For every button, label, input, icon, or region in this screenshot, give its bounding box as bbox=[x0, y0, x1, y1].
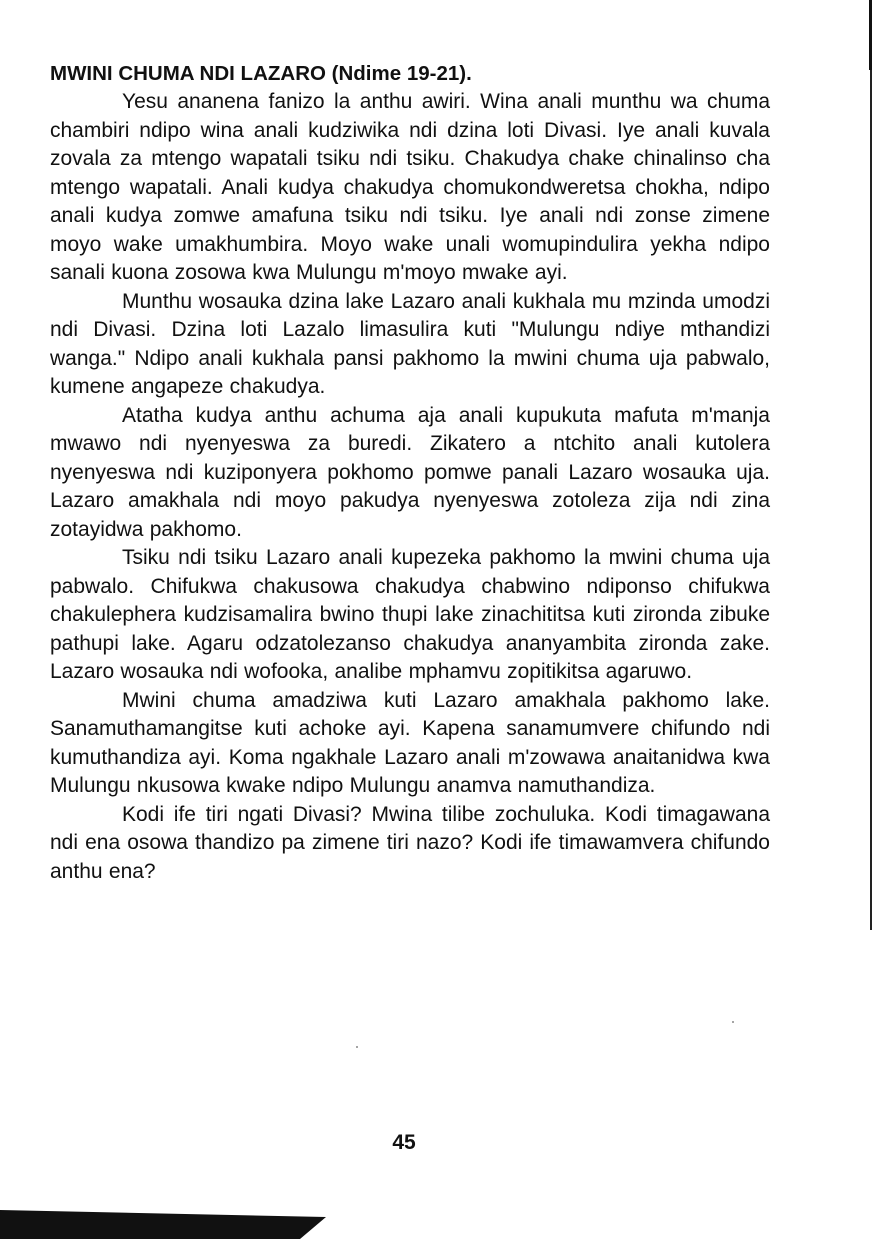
paragraph-1: Yesu ananena fanizo la anthu awiri. Wina anali munthu wa chuma chambiri ndipo wina anali kudziwika ndi dzina loti Divasi. Iye anali kuvala zovala za mtengo wapatali tsiku ndi tsiku. Chakudya chake chinalinso cha mtengo wapatali. Anali kudya chakudya chomukondweretsa chokha, ndipo anali kudya zomwe amafuna tsiku ndi tsiku. Iye anali ndi zonse zimene moyo wake umakhumbira. Moyo wake unali womupindulira yekha ndipo sanali kuona zosowa kwa Mulungu m'moyo mwake ayi. bbox=[50, 90, 770, 284]
paragraph-4: Tsiku ndi tsiku Lazaro anali kupezeka pakhomo la mwini chuma uja pabwalo. Chifukwa chakusowa chakudya chabwino ndiponso chifukwa chakulephera kudzisamalira bwino thupi lake zinachititsa kuti zironda zibuke pathupi lake. Agaru odzatolezanso chakudya ananyambita zironda zake. Lazaro wosauka ndi wofooka, analibe mphamvu zopitikitsa agaruwo. bbox=[50, 546, 770, 683]
section-heading: MWINI CHUMA NDI LAZARO (Ndime 19-21). bbox=[50, 62, 472, 85]
scan-edge bbox=[868, 0, 872, 1239]
scan-shadow-bar bbox=[0, 1208, 330, 1239]
paragraph-5: Mwini chuma amadziwa kuti Lazaro amakhala pakhomo lake. Sanamuthamangitse kuti achoke ayi. Kapena sanamumvere chifundo ndi kumuthandiza ayi. Koma ngakhale Lazaro anali m'zowawa anaitanidwa kwa Mulungu nkusowa kwake ndipo Mulungu anamva namuthandiza. bbox=[50, 688, 770, 797]
page-number: 45 bbox=[392, 1131, 416, 1154]
paragraph-3: Atatha kudya anthu achuma aja anali kupukuta mafuta m'manja mwawo ndi nyenyeswa za buredi. Zikatero a ntchito anali kutolera nyenyeswa ndi kuziponyera pokhomo pomwe panali Lazaro wosauka uja. Lazaro amakhala ndi moyo pakudya nyenyeswa zotoleza zija ndi zina zotayidwa pakhomo. bbox=[50, 403, 770, 541]
scan-speck bbox=[732, 1021, 734, 1023]
paragraph-6: Kodi ife tiri ngati Divasi? Mwina tilibe zochuluka. Kodi timagawana ndi ena osowa thandizo pa zimene tiri nazo? Kodi ife timawamvera chifundo anthu ena? bbox=[50, 802, 770, 883]
scan-speck bbox=[356, 1046, 358, 1048]
body-text bbox=[50, 60, 770, 886]
paragraph-2: Munthu wosauka dzina lake Lazaro anali kukhala mu mzinda umodzi ndi Divasi. Dzina loti Lazalo limasulira kuti "Mulungu ndiye mthandizi wanga." Ndipo anali kukhala pansi pakhomo la mwini chuma uja pabwalo, kumene angapeze chakudya. bbox=[50, 289, 770, 398]
